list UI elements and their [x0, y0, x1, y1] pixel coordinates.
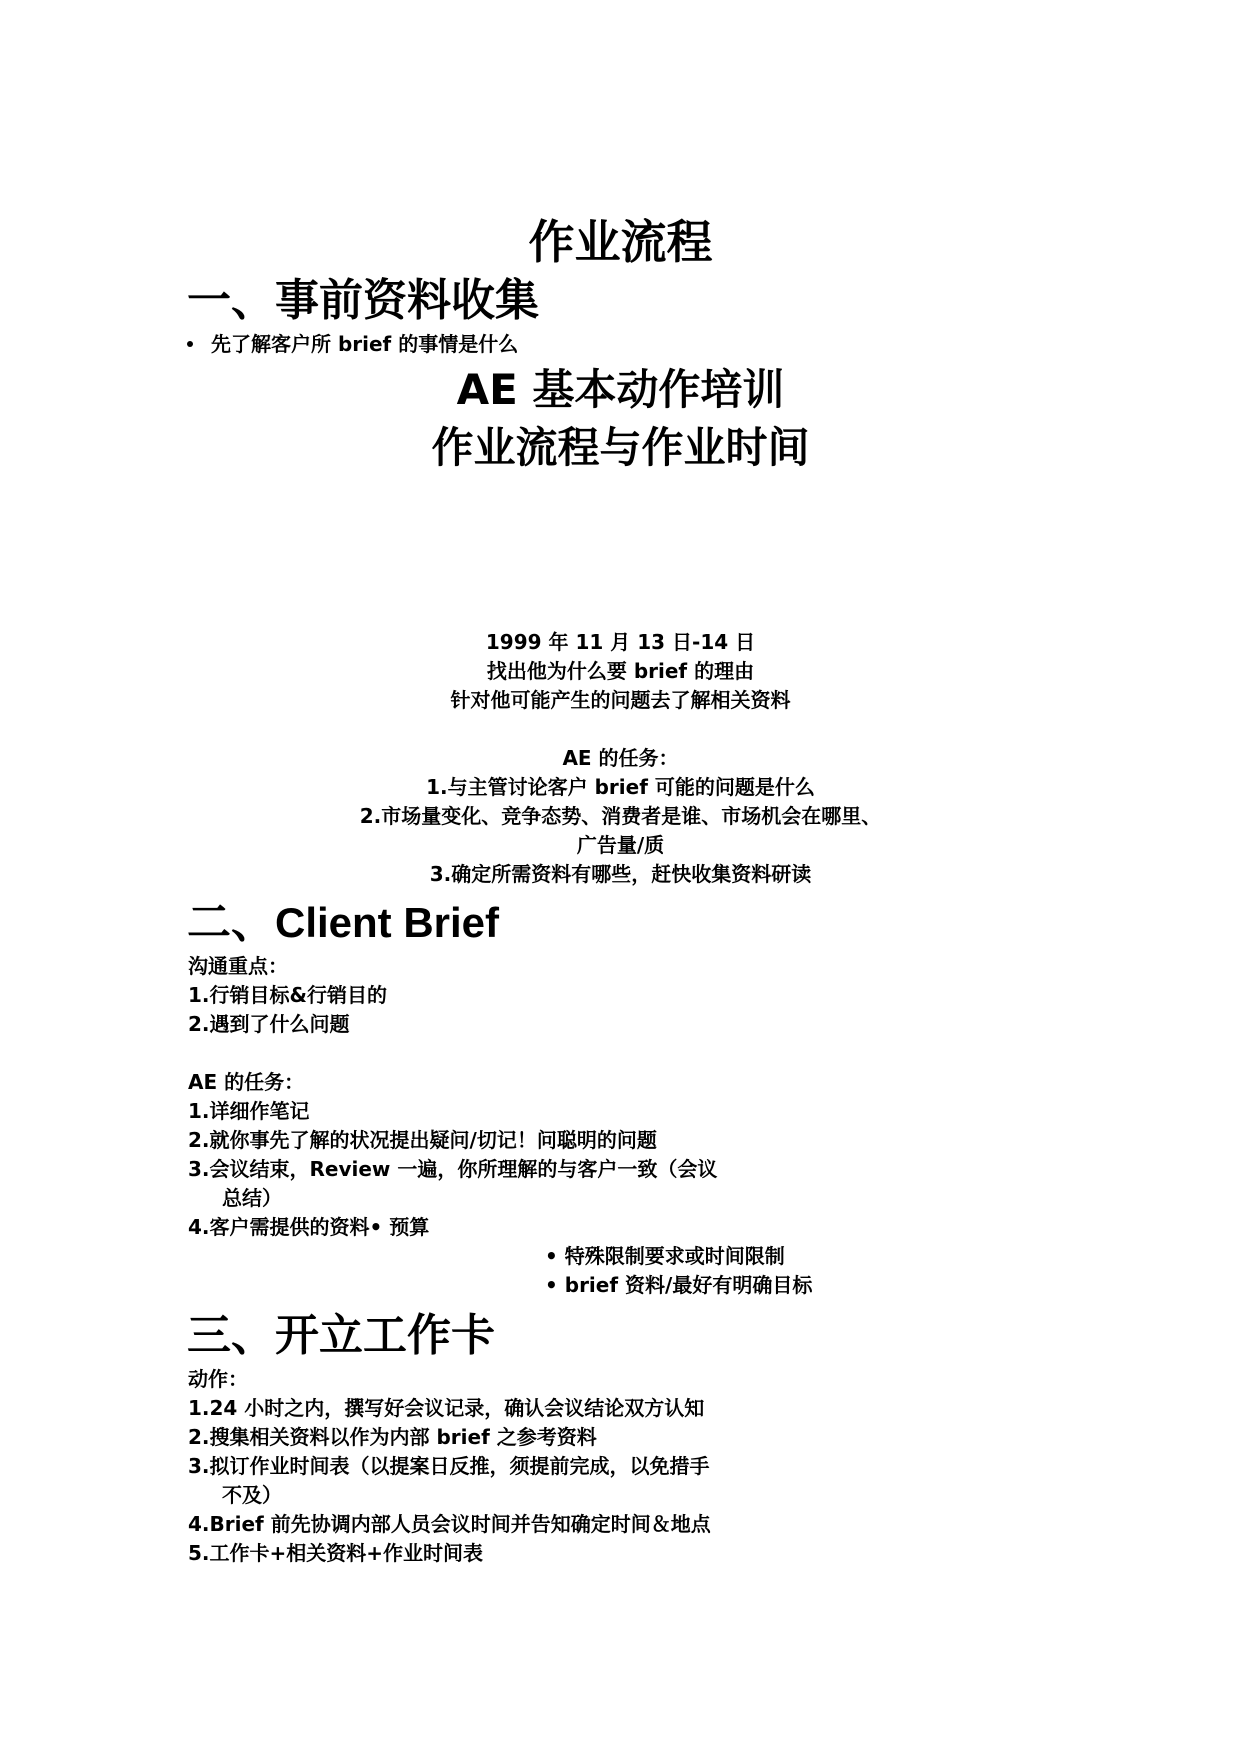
center-task2b: 广告量/质: [576, 833, 665, 857]
section2-heading: [187, 896, 499, 950]
section2-task4-sub2: • brief 资料/最好有明确目标: [545, 1273, 813, 1297]
section2-task1: 1.详细作笔记: [188, 1099, 310, 1123]
section2-focus-label: 沟通重点：: [188, 954, 288, 978]
section3-action5: 5.工作卡+相关资料+作业时间表: [188, 1541, 484, 1565]
section2-task4: 4.客户需提供的资料• 预算: [188, 1215, 430, 1239]
cover-date: 1999 年 11 月 13 日-14 日: [485, 630, 756, 654]
section3-action3b: 不及）: [222, 1483, 282, 1507]
document-title: 作业流程: [528, 215, 713, 269]
cover-title-line1: AE 基本动作培训: [456, 365, 785, 414]
section3-action1: 1.24 小时之内，撰写好会议记录，确认会议结论双方认知: [188, 1396, 705, 1420]
center-task1: 1.与主管讨论客户 brief 可能的问题是什么: [426, 775, 815, 799]
section3-action3a: 3.拟订作业时间表（以提案日反推，须提前完成，以免措手: [188, 1454, 710, 1478]
section2-heading-latin: Client Brief: [275, 899, 500, 946]
cover-title-line2: 作业流程与作业时间: [431, 423, 810, 472]
section2-focus1: 1.行销目标&行销目的: [188, 983, 387, 1007]
center-line1: 找出他为什么要 brief 的理由: [486, 659, 755, 683]
section3-heading: 三、开立工作卡: [187, 1310, 495, 1361]
bullet-icon: [187, 341, 193, 347]
section2-task2: 2.就你事先了解的状况提出疑问/切记！问聪明的问题: [188, 1128, 657, 1152]
section2-tasks-label: AE 的任务：: [188, 1070, 305, 1094]
section2-focus2: 2.遇到了什么问题: [188, 1012, 350, 1036]
section2-task4-sub1: • 特殊限制要求或时间限制: [545, 1244, 785, 1268]
section1-bullet-text: 先了解客户所 brief 的事情是什么: [211, 332, 519, 356]
center-line2: 针对他可能产生的问题去了解相关资料: [450, 688, 791, 712]
section1-heading: 一、事前资料收集: [187, 275, 539, 326]
center-task2a: 2.市场量变化、竞争态势、消费者是谁、市场机会在哪里、: [359, 804, 882, 828]
section3-actions-label: 动作：: [188, 1367, 248, 1391]
section2-task3b: 总结）: [222, 1186, 282, 1210]
section1-bullet-item: [187, 330, 518, 358]
section2-task3a: 3.会议结束，Review 一遍，你所理解的与客户一致（会议: [188, 1157, 718, 1181]
section2-heading-prefix: 二、: [187, 897, 275, 948]
section3-action2: 2.搜集相关资料以作为内部 brief 之参考资料: [188, 1425, 597, 1449]
section3-action4: 4.Brief 前先协调内部人员会议时间并告知确定时间＆地点: [188, 1512, 711, 1536]
center-tasks-label: AE 的任务：: [562, 746, 679, 770]
center-task3: 3.确定所需资料有哪些，赶快收集资料研读: [429, 862, 812, 886]
